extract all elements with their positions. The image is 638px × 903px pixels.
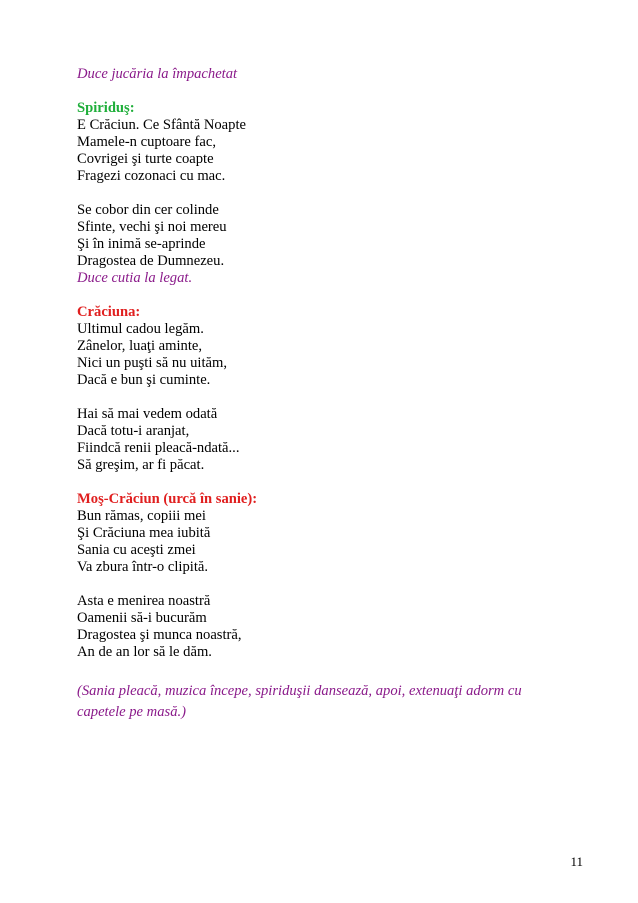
stage-direction: capetele pe masă.) [77,704,187,720]
verse-line: Şi în inimă se-aprinde [77,236,206,252]
verse-line: Fragezi cozonaci cu mac. [77,168,226,184]
verse-line: Zânelor, luaţi aminte, [77,338,203,354]
stage-direction: (Sania pleacă, muzica începe, spiriduşii dansează, apoi, extenuaţi adorm cu [77,683,522,699]
verse-line: Se cobor din cer colinde [77,202,219,218]
verse-line: Dragostea şi munca noastră, [77,627,242,643]
speaker-craciuna: Crăciuna: [77,304,141,320]
verse-line: Va zbura într-o clipită. [77,559,209,575]
verse-line: An de an lor să le dăm. [77,644,212,660]
stage-direction: Duce jucăria la împachetat [77,66,238,82]
verse-line: Nici un puşti să nu uităm, [77,355,227,371]
stage-direction: Duce cutia la legat. [77,270,193,286]
verse-line: Covrigei şi turte coapte [77,151,214,167]
speaker-spiridus: Spiriduş: [77,100,135,116]
verse-line: Bun rămas, copiii mei [77,508,206,524]
verse-line: Şi Crăciuna mea iubită [77,525,211,541]
verse-line: Dacă e bun şi cuminte. [77,372,211,388]
verse-line: E Crăciun. Ce Sfântă Noapte [77,117,246,133]
verse-line: Sania cu aceşti zmei [77,542,196,558]
verse-line: Dacă totu-i aranjat, [77,423,190,439]
verse-line: Dragostea de Dumnezeu. [77,253,225,269]
verse-line: Mamele-n cuptoare fac, [77,134,216,150]
verse-line: Hai să mai vedem odată [77,406,218,422]
verse-line: Sfinte, vechi şi noi mereu [77,219,227,235]
verse-line: Asta e menirea noastră [77,593,211,609]
page-number: 11 [570,854,583,869]
verse-line: Ultimul cadou legăm. [77,321,204,337]
verse-line: Oamenii să-i bucurăm [77,610,207,626]
verse-line: Să greşim, ar fi păcat. [77,457,205,473]
verse-line: Fiindcă renii pleacă-ndată... [77,440,240,456]
speaker-mos-craciun: Moş-Crăciun (urcă în sanie): [77,491,258,507]
